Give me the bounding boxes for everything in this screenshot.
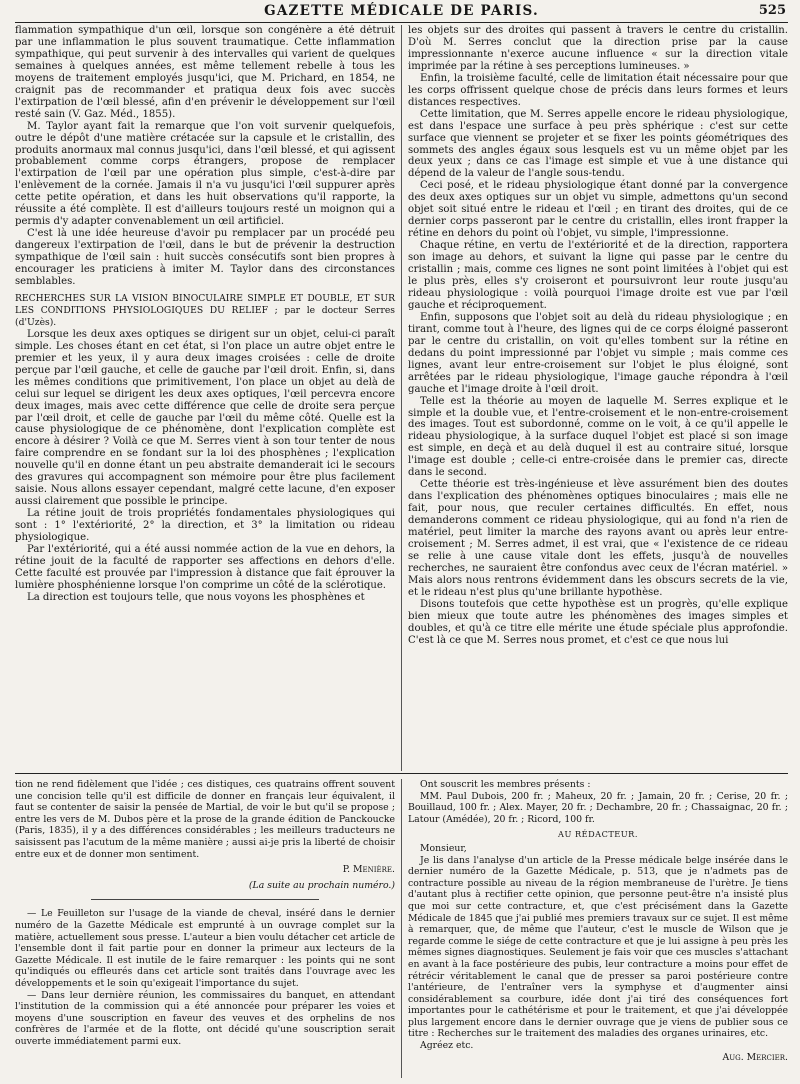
divider: [91, 899, 319, 900]
paragraph: Cette limitation, que M. Serres appelle encore le rideau physiologique, est dans l'espace une surface à peu près sphérique : c'est sur cette surface que viennent se projeter et se fixer les points géométriques des sommets des angles égaux sous lesquels est vu un même objet par les deux yeux ; dans ce cas l'image est simple et vue à une distance qui dépend de la valeur de l'angle sous-tendu.: [408, 108, 788, 180]
main-columns: [15, 25, 788, 771]
bottom-left-column: [15, 779, 401, 1078]
paragraph: tion ne rend fidèlement que l'idée ; ces distiques, ces quatrains offrent souvent une concision telle qu'il est difficile de donner en français leur équivalent, il faut se contenter de saisir la pensée de Martial, de voir le but qu'il se propose ; entre les vers de M. Dubos père et la prose de la grande édition de Panckoucke (Paris, 1835), il y a des différences considérables ; les meilleurs traducteurs ne saisissent pas l'acutum de la même manière ; aussi ai-je pris la liberté de choisir entre eux et de donner mon sentiment.: [15, 779, 395, 860]
paragraph: Telle est la théorie au moyen de laquelle M. Serres explique et le simple et la double vue, et l'entre-croisement et le non-entre-croisement des images. Tout est subordonné, comme on le voit, à ce qu'il appelle le rideau physiologique, à la surface duquel l'objet est placé si son image est simple, en deçà et au delà duquel il est au contraire situé, lorsque l'image est double ; celle-ci entre-croisée dans le premier cas, directe dans le second.: [408, 395, 788, 479]
paragraph: La rétine jouit de trois propriétés fondamentales physiologiques qui sont : 1° l'extériorité, 2° la direction, et 3° la limitation ou rideau physiologique.: [15, 508, 395, 544]
paragraph: M. Taylor ayant fait la remarque que l'on voit survenir quelquefois, outre le dépôt d'une matière crétacée sur la capsule et le cristallin, des produits anormaux mal connus jusqu'ici, dans l'œil blessé, et qui agissent probablement comme corps étrangers, propose de remplacer l'extirpation de l'œil par une opération plus simple, c'est-à-dire par l'enlèvement de la cornée. Jamais il n'a vu jusqu'ici l'œil suppurer après cette petite opération, et dans les huit observations qu'il rapporte, la réussite a été complète. Il est d'ailleurs toujours resté un moignon qui a permis d'y adapter convenablement un œil artificiel.: [15, 120, 395, 228]
bottom-right-column: [401, 779, 788, 1078]
paragraph: Lorsque les deux axes optiques se dirigent sur un objet, celui-ci paraît simple. Les choses étant en cet état, si l'on place un autre objet entre le premier et les yeux, il y aura deux images croisées : celle de droite perçue par l'œil gauche, et celle de gauche par l'œil droit. Enfin, si, dans les mêmes conditions que primitivement, l'on place un objet au delà de celui sur lequel se dirigent les deux axes optiques, l'œil percevra encore deux images, mais avec cette différence que celle de droite sera perçue par l'œil droit, et celle de gauche par l'œil du même côté. Quelle est la cause physiologique de ce phénomène, dont l'explication complète est encore à désirer ? Voilà ce que M. Serres vient à son tour tenter de nous faire comprendre en se fondant sur la loi des phosphènes ; l'explication nouvelle qu'il en donne étant un peu abstraite demanderait ici le secours des gravures qui accompagnent son mémoire pour être plus facilement saisie. Nous allons essayer cependant, malgré cette lacune, d'en exposer aussi clairement que possible le principe.: [15, 328, 395, 508]
letter-closing: Agréez etc.: [420, 1040, 474, 1052]
paragraph: les objets sur des droites qui passent à travers le centre du cristallin. D'où M. Serres conclut que la direction prise par la cause impressionnante n'exerce aucune influence « sur la direction vitale imprimée par la rétine à ses perceptions lumineuses. »: [408, 25, 788, 72]
signature: P. Menière.: [342, 864, 395, 876]
paragraph: Chaque rétine, en vertu de l'extériorité et de la direction, rapportera son image au dehors, et suivant la ligne qui passe par le centre du cristallin ; mais, comme ces lignes ne sont point limitées à l'objet qui est le plus près, elles s'y croiseront et poursuivront leur route jusqu'au rideau physiologique : voilà pourquoi l'image droite est vue par l'œil gauche et réciproquement.: [408, 240, 788, 311]
bottom-section: [15, 779, 788, 1078]
news-note: — Dans leur dernière réunion, les commissaires du banquet, en attendant l'institution de la commission qui a été annoncée pour préparer les voies et moyens d'une souscription en faveur des veuves et des orphelins de nos confrères de l'armée et de la flotte, ont décidé qu'une souscription serait ouverte immédiatement parmi eux.: [15, 989, 395, 1047]
right-column: [401, 25, 788, 771]
subscription-intro: Ont souscrit les membres présents :: [420, 779, 591, 790]
letter-salutation: Monsieur,: [420, 842, 467, 854]
journal-title: GAZETTE MÉDICALE DE PARIS.: [264, 3, 539, 19]
subscription-list: MM. Paul Dubois, 200 fr. ; Maheux, 20 fr. ; Jamain, 20 fr. ; Cerise, 20 fr. ; Bouillaud, 100 fr. ; Alex. Mayer, 20 fr. ; Dechambre, 20 fr. ; Chassaignac, 20 fr. ; Latour (Amédée), 20 fr. ; Ricord, 100 fr.: [408, 790, 788, 825]
letter-signature: Aug. Mercier.: [722, 1051, 788, 1063]
feuilleton-divider: [15, 773, 788, 774]
news-note: — Le Feuilleton sur l'usage de la viande de cheval, inséré dans le dernier numéro de la Gazette Médicale est emprunté à un ouvrage complet sur la matière, actuellement sous presse. L'auteur a bien voulu détacher cet article de l'ensemble dont il fait partie pour en donner la primeur aux lecteurs de la Gazette Médicale. Il est inutile de le faire remarquer : les points qui ne sont qu'indiqués ou effleurés dans cet article sont traités dans l'ouvrage avec les développements et le soin qu'exigeait l'importance du sujet.: [15, 908, 395, 989]
left-column: [15, 25, 401, 771]
paragraph: flammation sympathique d'un œil, lorsque son congénère a été détruit par une inflammation le plus souvent traumatique. Cette inflammation sympathique, qui peut survenir à des intervalles qui varient de quelques semaines à quelques années, est même tellement rebelle à tous les moyens de traitement employés jusqu'ici, que M. Prichard, en 1854, ne craignit pas de recommander et pratiqua deux fois avec succès l'extirpation de l'œil blessé, afin d'en prévenir le développement sur l'œil resté sain (V. Gaz. Méd., 1855).: [15, 25, 395, 120]
paragraph: C'est là une idée heureuse d'avoir pu remplacer par un procédé peu dangereux l'extirpation de l'œil, dans le but de prévenir la destruction sympathique de l'œil sain : huit succès consécutifs sont bien propres à encourager les praticiens à imiter M. Taylor dans des circonstances semblables.: [15, 228, 395, 288]
paragraph: Enfin, supposons que l'objet soit au delà du rideau physiologique ; en tirant, comme tout à l'heure, des lignes qui de ce corps éloigné passeront par le centre du cristallin, on voit qu'elles tombent sur la rétine en dedans du point impressionné par l'objet vu simple ; mais comme ces lignes, avant leur entre-croisement sur l'objet le plus éloigné, sont arrêtées par le rideau physiologique, l'image gauche répondra à l'œil gauche et l'image droite à l'œil droit.: [408, 311, 788, 395]
paragraph: Enfin, la troisième faculté, celle de limitation était nécessaire pour que les corps offrissent quelque chose de précis dans leurs formes et leurs distances respectives.: [408, 72, 788, 108]
section-heading: RECHERCHES SUR LA VISION BINOCULAIRE SIMPLE ET DOUBLE, ET SUR LES CONDITIONS PHYSIOLOGIQUES DU RELIEF ; par le docteur Serres (d'Uzès).: [15, 292, 395, 328]
paragraph: Disons toutefois que cette hypothèse est un progrès, qu'elle explique bien mieux que toute autre les phénomènes des images simples et doubles, et qu'à ce titre elle mérite une étude spéciale plus approfondie. C'est là ce que M. Serres nous promet, et c'est ce que nous lui: [408, 598, 788, 646]
paragraph: Par l'extériorité, qui a été aussi nommée action de la vue en dehors, la rétine jouit de la faculté de rapporter ses affections en dehors d'elle. Cette faculté est prouvée par l'impression à distance que fait éprouver la lumière phosphénienne lorsque l'on comprime un côté de la sclérotique.: [15, 543, 395, 591]
paragraph: Cette théorie est très-ingénieuse et lève assurément bien des doutes dans l'explication des phénomènes optiques binoculaires ; mais elle ne fait, pour nous, que reculer certaines difficultés. En effet, nous demanderons comment ce rideau physiologique, qui au fond n'a rien de matériel, peut limiter la marche des rayons avant ou après leur entre-croisement ; M. Serres admet, il est vrai, que « l'existence de ce rideau se relie à une cause vitale dont les effets, jusqu'à de nouvelles recherches, ne sauraient être confondus avec ceux de l'écran matériel. » Mais alors nous rentrons évidemment dans les obscurs secrets de la vie, et le rideau n'est plus qu'une brillante hypothèse.: [408, 479, 788, 598]
page-header: [15, 0, 788, 23]
paragraph: Ceci posé, et le rideau physiologique étant donné par la convergence des deux axes optiques sur un objet vu simple, admettons qu'un second objet soit situé entre le rideau et l'œil ; en tirant des droites, qui de ce dernier corps passeront par le centre du cristallin, elles iront frapper la rétine en dehors du point où l'objet, vu simple, l'impressionne.: [408, 180, 788, 240]
letter-heading: AU RÉDACTEUR.: [558, 829, 638, 840]
paragraph: La direction est toujours telle, que nous voyons les phosphènes et: [27, 591, 365, 603]
continuation-note: (La suite au prochain numéro.): [248, 879, 395, 891]
page-number: 525: [758, 3, 786, 18]
letter-body: Je lis dans l'analyse d'un article de la Presse médicale belge insérée dans le dernier numéro de la Gazette Médicale, p. 513, que je n'admets pas de contracture possible au niveau de la région membraneuse de l'urètre. Je tiens d'autant plus à rectifier cette opinion, que personne peut-être n'a insisté plus que moi sur cette contracture, et, que c'est précisément dans la Gazette Médicale de 1845 que j'ai publié mes premiers travaux sur ce sujet. Il est même à remarquer, que, de même que l'auteur, c'est le muscle de Wilson que je regarde comme le siége de cette contracture et que je lui assigne à peu près les mêmes signes diagnostiques. Seulement je fais voir que ces muscles s'attachant en avant à la face postérieure des pubis, leur contracture a moins pour effet de rétrécir véritablement le canal que de presser sa paroi postérieure contre l'antérieure, de l'entraîner vers la symphyse et d'augmenter ainsi considérablement sa courbure, idée dont j'ai tiré des conséquences fort importantes pour le cathétérisme et pour le traitement, et que j'ai développée plus largement encore dans le dernier ouvrage que je viens de publier sous ce titre : Recherches sur le traitement des maladies des organes urinaires, etc.: [408, 854, 788, 1040]
